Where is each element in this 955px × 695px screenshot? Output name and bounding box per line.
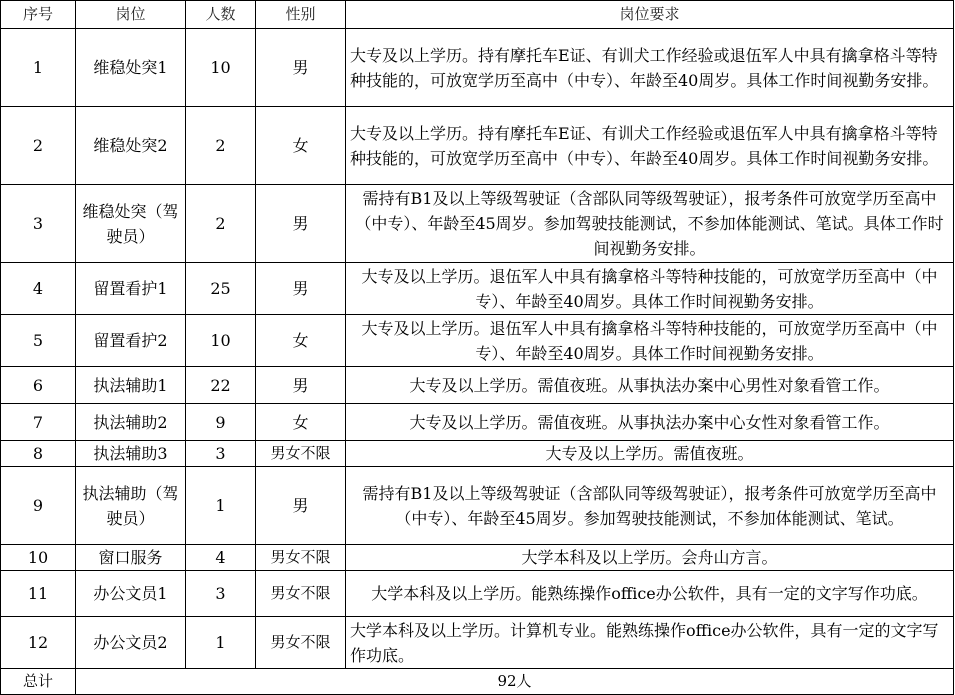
row-seq: 1	[1, 29, 76, 107]
row-position: 执法辅助1	[76, 367, 186, 404]
table-row	[1, 29, 954, 107]
row-requirement: 大学本科及以上学历。会舟山方言。	[346, 545, 954, 571]
row-gender: 男	[256, 467, 346, 545]
row-seq: 8	[1, 441, 76, 467]
row-position: 执法辅助2	[76, 404, 186, 441]
row-position: 维稳处突2	[76, 107, 186, 185]
header-count: 人数	[186, 1, 256, 29]
row-requirement: 大专及以上学历。退伍军人中具有擒拿格斗等特种技能的，可放宽学历至高中（中专）、年龄至40周岁。具体工作时间视勤务安排。	[346, 263, 954, 315]
table-row	[1, 571, 954, 617]
table-row	[1, 545, 954, 571]
row-count: 4	[186, 545, 256, 571]
row-count: 9	[186, 404, 256, 441]
row-requirement: 大专及以上学历。持有摩托车E证、有训犬工作经验或退伍军人中具有擒拿格斗等特种技能的，可放宽学历至高中（中专）、年龄至40周岁。具体工作时间视勤务安排。	[346, 107, 954, 185]
row-count: 3	[186, 441, 256, 467]
row-seq: 6	[1, 367, 76, 404]
row-gender: 男	[256, 29, 346, 107]
table-row	[1, 441, 954, 467]
row-gender: 男女不限	[256, 571, 346, 617]
table-row	[1, 617, 954, 669]
row-seq: 7	[1, 404, 76, 441]
row-position: 办公文员1	[76, 571, 186, 617]
row-gender: 男女不限	[256, 617, 346, 669]
row-seq: 11	[1, 571, 76, 617]
row-count: 1	[186, 467, 256, 545]
row-requirement: 大学本科及以上学历。能熟练操作office办公软件，具有一定的文字写作功底。	[346, 571, 954, 617]
table-row	[1, 404, 954, 441]
row-gender: 男	[256, 185, 346, 263]
header-gender: 性别	[256, 1, 346, 29]
row-position: 维稳处突1	[76, 29, 186, 107]
row-gender: 男	[256, 263, 346, 315]
row-requirement: 大专及以上学历。退伍军人中具有擒拿格斗等特种技能的，可放宽学历至高中（中专）、年龄至40周岁。具体工作时间视勤务安排。	[346, 315, 954, 367]
table-row	[1, 367, 954, 404]
row-gender: 女	[256, 315, 346, 367]
row-gender: 男女不限	[256, 545, 346, 571]
row-count: 2	[186, 185, 256, 263]
row-seq: 4	[1, 263, 76, 315]
row-count: 1	[186, 617, 256, 669]
row-count: 3	[186, 571, 256, 617]
row-count: 2	[186, 107, 256, 185]
row-gender: 女	[256, 107, 346, 185]
table-row	[1, 263, 954, 315]
row-seq: 2	[1, 107, 76, 185]
row-requirement: 需持有B1及以上等级驾驶证（含部队同等级驾驶证），报考条件可放宽学历至高中（中专）、年龄至45周岁。参加驾驶技能测试，不参加体能测试、笔试。	[346, 467, 954, 545]
row-seq: 3	[1, 185, 76, 263]
row-requirement: 大专及以上学历。持有摩托车E证、有训犬工作经验或退伍军人中具有擒拿格斗等特种技能的，可放宽学历至高中（中专）、年龄至40周岁。具体工作时间视勤务安排。	[346, 29, 954, 107]
row-requirement: 大学本科及以上学历。计算机专业。能熟练操作office办公软件，具有一定的文字写作功底。	[346, 617, 954, 669]
row-position: 执法辅助（驾驶员）	[76, 467, 186, 545]
table-row	[1, 315, 954, 367]
row-requirement: 大专及以上学历。需值夜班。从事执法办案中心女性对象看管工作。	[346, 404, 954, 441]
row-gender: 女	[256, 404, 346, 441]
row-position: 留置看护2	[76, 315, 186, 367]
row-position: 窗口服务	[76, 545, 186, 571]
row-gender: 男	[256, 367, 346, 404]
row-gender: 男女不限	[256, 441, 346, 467]
header-requirement: 岗位要求	[346, 1, 954, 29]
row-count: 25	[186, 263, 256, 315]
row-requirement: 大专及以上学历。需值夜班。	[346, 441, 954, 467]
row-position: 留置看护1	[76, 263, 186, 315]
header-position: 岗位	[76, 1, 186, 29]
row-requirement: 大专及以上学历。需值夜班。从事执法办案中心男性对象看管工作。	[346, 367, 954, 404]
row-seq: 12	[1, 617, 76, 669]
table-row	[1, 107, 954, 185]
header-seq: 序号	[1, 1, 76, 29]
row-count: 10	[186, 29, 256, 107]
total-label: 总计	[1, 669, 76, 695]
row-seq: 9	[1, 467, 76, 545]
row-count: 10	[186, 315, 256, 367]
row-seq: 5	[1, 315, 76, 367]
row-count: 22	[186, 367, 256, 404]
row-position: 办公文员2	[76, 617, 186, 669]
total-value: 92人	[76, 669, 954, 695]
table-row	[1, 185, 954, 263]
total-row	[1, 669, 954, 695]
table-row	[1, 467, 954, 545]
header-row	[1, 1, 954, 29]
row-requirement: 需持有B1及以上等级驾驶证（含部队同等级驾驶证），报考条件可放宽学历至高中（中专）、年龄至45周岁。参加驾驶技能测试，不参加体能测试、笔试。具体工作时间视勤务安排。	[346, 185, 954, 263]
row-position: 执法辅助3	[76, 441, 186, 467]
row-position: 维稳处突（驾驶员）	[76, 185, 186, 263]
row-seq: 10	[1, 545, 76, 571]
